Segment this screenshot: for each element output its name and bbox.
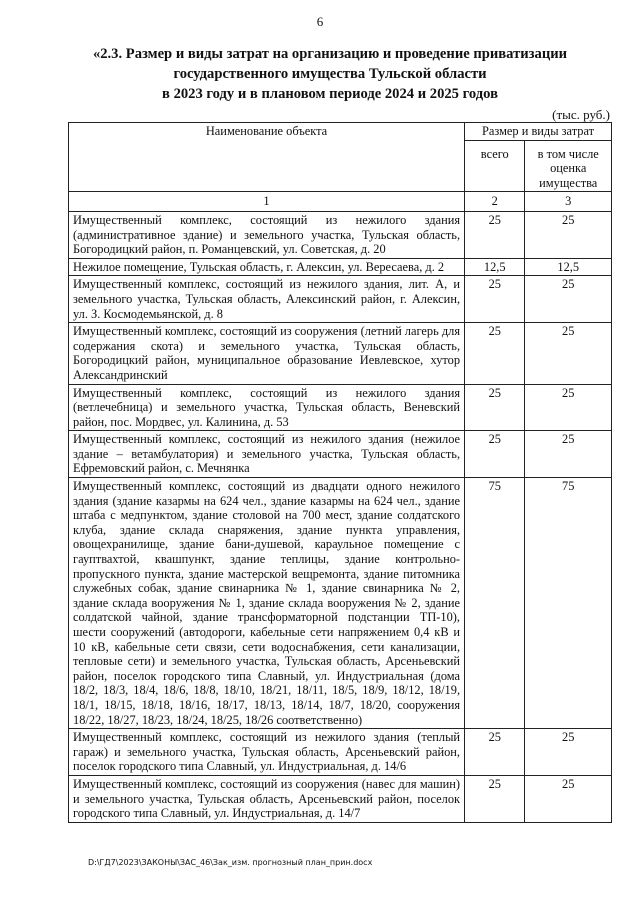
column-number-row: [69, 192, 612, 212]
object-name-cell: Имущественный комплекс, состоящий из нежилого здания (ветлечебница) и земельного участка, Тульская область, Веневский район, пос. Мордвес, ул. Калинина, д. 53: [69, 384, 465, 431]
object-name-cell: Имущественный комплекс, состоящий из нежилого здания (теплый гараж) и земельного участка, Тульская область, Арсеньевский район, поселок городского типа Славный, ул. Индустриальная, д. 14/6: [69, 729, 465, 776]
valuation-cell: 25: [525, 431, 612, 478]
table-row: [69, 729, 612, 776]
object-name-cell: Имущественный комплекс, состоящий из нежилого здания (административное здание) и земельного участка, Тульская область, Богородицкий район, п. Романцевский, ул. Советская, д. 20: [69, 211, 465, 258]
table-row: [69, 478, 612, 729]
column-number-3: 3: [525, 192, 612, 212]
total-cell: 25: [465, 729, 525, 776]
object-name-cell: Нежилое помещение, Тульская область, г. Алексин, ул. Вересаева, д. 2: [69, 258, 465, 276]
total-cell: 25: [465, 323, 525, 384]
valuation-cell: 25: [525, 323, 612, 384]
table-row: [69, 775, 612, 822]
valuation-cell: 25: [525, 729, 612, 776]
heading-line-2: государственного имущества Тульской области: [173, 66, 487, 82]
object-name-cell: Имущественный комплекс, состоящий из двадцати одного нежилого здания (здание казармы на 624 чел., здание казармы на 624 чел., здание штаба с медпунктом, здание столовой на 700 мест, здание солдатского клуба, здание склада снаряжения, здание пункта управления, овощехранилище, здание бани-душевой, караульное помещение с гауптвахтой, квашпункт, здание теплицы, здание контрольно-пропускного пункта, здание мастерской вещремонта, здание питомника служебных собак, здание свинарника № 1, здание свинарника № 2, здание склада вооружения № 1, здание склада вооружения № 2, здание солдатской чайной, здание трансформаторной подстанции ТП-10), шести сооружений (автодороги, кабельные сети напряжением 0,4 кВ и 10 кВ, кабельные сети связи, сети водоснабжения, сети канализации, тепловые сети) и земельного участка, Тульская область, Арсеньевский район, поселок городского типа Славный, ул. Индустриальная (дома 18/2, 18/3, 18/4, 18/6, 18/8, 18/10, 18/21, 18/11, 18/5, 18/9, 18/12, 18/19, 18/1, 18/15, 18/18, 18/16, 18/17, 18/13, 18/14, 18/7, 18/20, сооружения 18/22, 18/27, 18/23, 18/24, 18/25, 18/26 соответственно): [69, 478, 465, 729]
valuation-cell: 25: [525, 211, 612, 258]
total-cell: 25: [465, 384, 525, 431]
object-name-cell: Имущественный комплекс, состоящий из сооружения (летний лагерь для содержания скота) и земельного участка, Тульская область, Богородицкий район, муниципальное образование Иевлевское, хутор Александринский: [69, 323, 465, 384]
table-row: [69, 258, 612, 276]
object-name-cell: Имущественный комплекс, состоящий из нежилого здания, лит. А, и земельного участка, Тульская область, Алексинский район, г. Алексин, ул. З. Космодемьянской, д. 8: [69, 276, 465, 323]
unit-label: (тыс. руб.): [552, 107, 610, 122]
privatization-costs-table: [68, 122, 612, 823]
total-cell: 25: [465, 276, 525, 323]
header-row: [69, 123, 612, 141]
total-cell: 12,5: [465, 258, 525, 276]
section-heading: [60, 44, 600, 104]
heading-line-3: в 2023 году и в плановом периоде 2024 и 2025 годов: [162, 86, 498, 102]
object-name-cell: Имущественный комплекс, состоящий из нежилого здания (нежилое здание – ветамбулатория) и земельного участка, Тульская область, Ефремовский район, с. Мечнянка: [69, 431, 465, 478]
header-total: всего: [465, 140, 525, 192]
valuation-cell: 75: [525, 478, 612, 729]
table-row: [69, 431, 612, 478]
page-number: 6: [316, 14, 324, 29]
column-number-2: 2: [465, 192, 525, 212]
table-row: [69, 323, 612, 384]
header-object-name: Наименование объекта: [69, 123, 465, 192]
total-cell: 25: [465, 211, 525, 258]
column-number-1: 1: [69, 192, 465, 212]
total-cell: 75: [465, 478, 525, 729]
table-row: [69, 276, 612, 323]
table-row: [69, 384, 612, 431]
heading-line-1: «2.3. Размер и виды затрат на организацию и проведение приватизации: [92, 46, 568, 62]
valuation-cell: 12,5: [525, 258, 612, 276]
header-costs: Размер и виды затрат: [465, 123, 612, 141]
object-name-cell: Имущественный комплекс, состоящий из сооружения (навес для машин) и земельного участка, Тульская область, Арсеньевский район, поселок городского типа Славный, ул. Индустриальная, д. 14/7: [69, 775, 465, 822]
valuation-cell: 25: [525, 276, 612, 323]
table-row: [69, 211, 612, 258]
valuation-cell: 25: [525, 775, 612, 822]
valuation-cell: 25: [525, 384, 612, 431]
total-cell: 25: [465, 431, 525, 478]
file-path-footer: D:\ГД7\2023\ЗАКОНЫ\ЗАС_46\Зак_изм. прогнозный план_прин.docx: [88, 858, 373, 867]
header-valuation: в том числе оценка имущества: [525, 140, 612, 192]
total-cell: 25: [465, 775, 525, 822]
